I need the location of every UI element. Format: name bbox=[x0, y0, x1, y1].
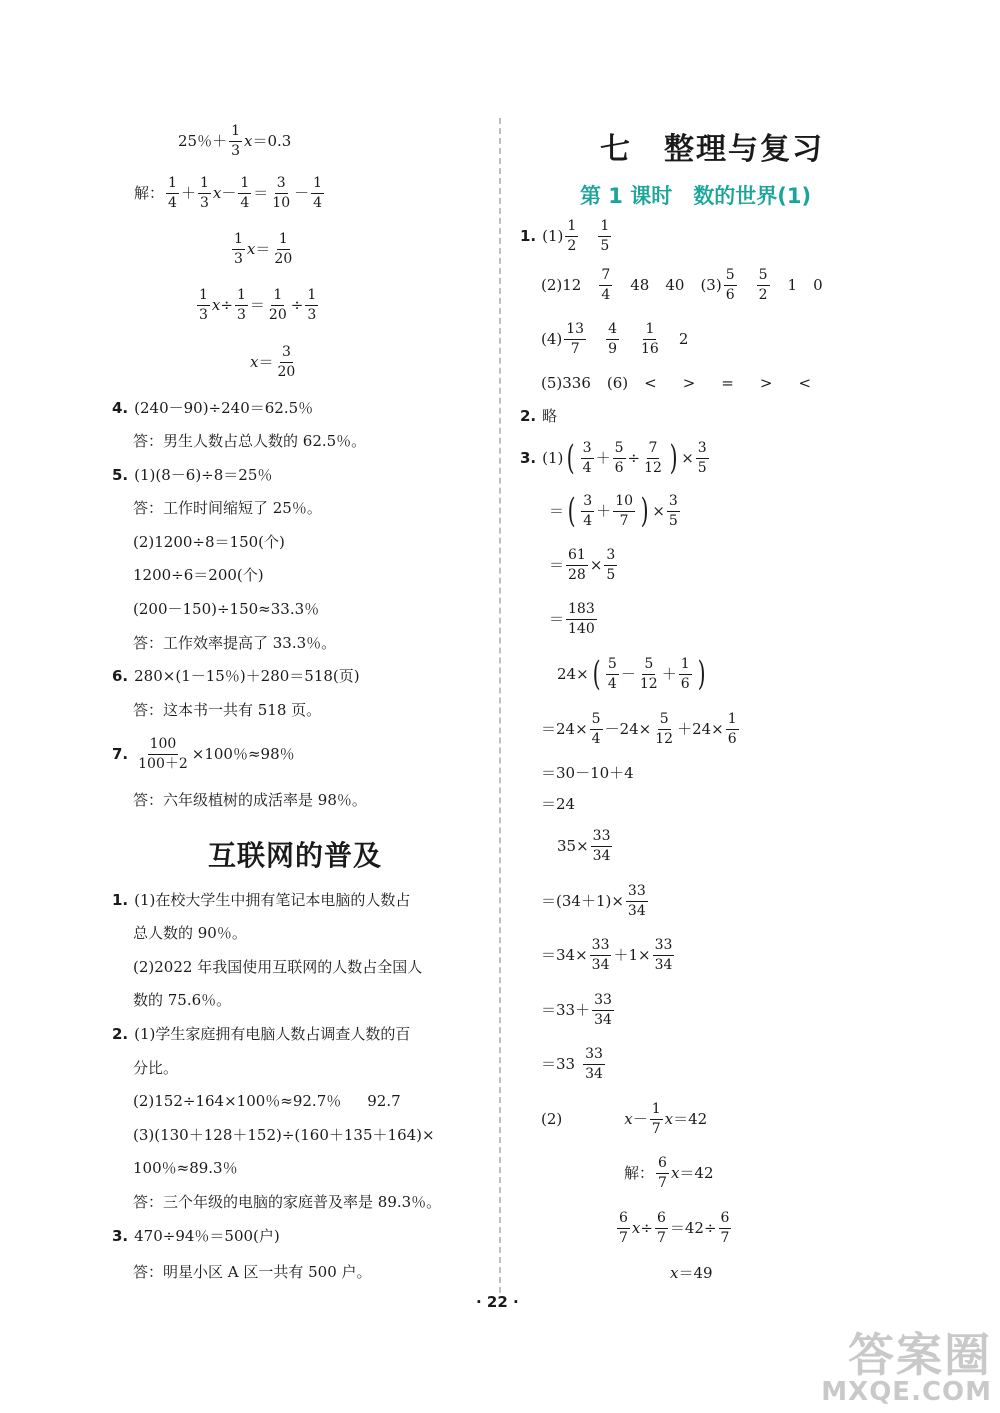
watermark-url: MXQE.COM bbox=[821, 1377, 992, 1408]
solution-step: 解： $\frac{1}{4}$ ＋ $\frac{1}{3}$ x － $\frac{1}{4}$ ＝ $\frac{3}{10}$ － $\frac{1}{4}$ bbox=[134, 175, 323, 211]
solution-step: $\frac{1}{3}$ x ＝ $\frac{1}{20}$ bbox=[234, 231, 293, 267]
answer-1-line: (2)12 $\frac{7}{4}$ 48 40 (3) $\frac{5}{6}$ $\frac{5}{2}$ 1 0 bbox=[541, 267, 823, 303]
answer-text: 答：工作时间缩短了 25％。 bbox=[133, 499, 322, 517]
text-line: (2)2022 年我国使用互联网的人数占全国人 bbox=[133, 958, 423, 976]
answer-3-step: ＝34× $\frac{33}{34}$ ＋1× $\frac{33}{34}$ bbox=[541, 937, 673, 973]
lesson-title: 第 1 课时 数的世界(1) bbox=[580, 184, 812, 208]
answer-text: 答：这本书一共有 518 页。 bbox=[133, 701, 322, 719]
page-number: · 22 · bbox=[476, 1293, 519, 1311]
answer-1-line: (4) $\frac{13}{7}$ $\frac{4}{9}$ $\frac{1}{16}$ 2 bbox=[541, 321, 689, 357]
section-title: 互联网的普及 bbox=[208, 839, 383, 872]
text-line: 分比。 bbox=[133, 1059, 179, 1077]
chapter-title: 七 整理与复习 bbox=[600, 132, 824, 167]
answer-3-step: (2) x － $\frac{1}{7}$ x ＝42 bbox=[541, 1101, 708, 1137]
calc-line: 100％≈89.3％ bbox=[133, 1159, 238, 1177]
watermark bbox=[821, 1328, 992, 1408]
question-5: 5. (1)(8－6)÷8＝25％ bbox=[112, 466, 273, 484]
answer-3-step: ＝ $\frac{183}{140}$ bbox=[549, 601, 595, 637]
question-4: 4. (240－90)÷240＝62.5％ bbox=[112, 399, 314, 417]
answer-3-step: 3. (1) ( $\frac{3}{4}$ ＋ $\frac{5}{6}$ ÷ $\frac{7}{12}$ ) × $\frac{3}{5}$ bbox=[520, 438, 707, 479]
calc-line: (2)152÷164×100％≈92.7％ 92.7 bbox=[133, 1092, 401, 1110]
text-line: 总人数的 90％。 bbox=[133, 924, 247, 942]
question-6: 6. 280×(1－15％)＋280＝518(页) bbox=[112, 667, 360, 685]
answer-1-line: 1. (1) $\frac{1}{2}$ $\frac{1}{5}$ bbox=[520, 218, 610, 254]
calc-line: (200－150)÷150≈33.3％ bbox=[133, 600, 320, 618]
calc-line: (3)(130＋128＋152)÷(160＋135＋164)× bbox=[133, 1126, 435, 1144]
answer-text: 答：男生人数占总人数的 62.5％。 bbox=[133, 432, 367, 450]
calc-line: 1200÷6＝200(个) bbox=[133, 566, 264, 584]
item-2: 2. (1)学生家庭拥有电脑人数占调查人数的百 bbox=[112, 1025, 411, 1043]
answer-text: 答：三个年级的电脑的家庭普及率是 89.3％。 bbox=[133, 1193, 442, 1211]
equation-line: 25％＋ $\frac{1}{3}$ x ＝0.3 bbox=[178, 123, 292, 159]
item-3: 3. 470÷94％＝500(户) bbox=[112, 1227, 280, 1245]
column-divider bbox=[499, 118, 501, 1293]
answer-3-step: ＝24× $\frac{5}{4}$ －24× $\frac{5}{12}$ ＋24× $\frac{1}{6}$ bbox=[541, 711, 737, 747]
answer-3-step: ＝(34＋1)× $\frac{33}{34}$ bbox=[541, 883, 646, 919]
answer-1-line: (5)336 (6) < > = > < bbox=[541, 374, 812, 392]
solution-step: $\frac{1}{3}$ x ÷ $\frac{1}{3}$ ＝ $\frac{1}{20}$ ÷ $\frac{1}{3}$ bbox=[199, 287, 317, 323]
answer-3-step: $\frac{6}{7}$ x ÷ $\frac{6}{7}$ ＝42÷ $\frac{6}{7}$ bbox=[619, 1210, 730, 1246]
answer-3-step: x ＝49 bbox=[670, 1264, 713, 1282]
solution-step: x ＝ $\frac{3}{20}$ bbox=[250, 344, 296, 380]
fraction: $\frac{1}{3}$ bbox=[231, 123, 241, 159]
answer-3-step: 解： $\frac{6}{7}$ x ＝42 bbox=[624, 1155, 714, 1191]
answer-3-step: 24× ( $\frac{5}{4}$ － $\frac{5}{12}$ ＋ $\frac{1}{6}$ ) bbox=[557, 654, 706, 695]
watermark-logo-text: 答案圈 bbox=[848, 1328, 992, 1383]
item-1: 1. (1)在校大学生中拥有笔记本电脑的人数占 bbox=[112, 891, 411, 909]
answer-text: 答：六年级植树的成活率是 98％。 bbox=[133, 791, 367, 809]
calc-line: (2)1200÷8＝150(个) bbox=[133, 533, 285, 551]
answer-3-step: 35× $\frac{33}{34}$ bbox=[557, 828, 611, 864]
answer-3-step: ＝ $\frac{61}{28}$ × $\frac{3}{5}$ bbox=[549, 547, 616, 583]
answer-text: 答：工作效率提高了 33.3％。 bbox=[133, 634, 337, 652]
question-7: 7. $\frac{100}{100+2}$ ×100％≈98％ bbox=[112, 736, 295, 772]
text-line: 数的 75.6％。 bbox=[133, 991, 232, 1009]
answer-3-step: ＝24 bbox=[541, 795, 576, 813]
answer-3-step: ＝33＋ $\frac{33}{34}$ bbox=[541, 992, 612, 1028]
answer-3-step: ＝ ( $\frac{3}{4}$ ＋ $\frac{10}{7}$ ) × $\frac{3}{5}$ bbox=[549, 491, 678, 532]
answer-2: 2. 略 bbox=[520, 407, 558, 425]
answer-text: 答：明星小区 A 区一共有 500 户。 bbox=[133, 1263, 372, 1281]
answer-3-step: ＝30－10＋4 bbox=[541, 764, 634, 782]
answer-3-step: ＝33 $\frac{33}{34}$ bbox=[541, 1046, 603, 1082]
